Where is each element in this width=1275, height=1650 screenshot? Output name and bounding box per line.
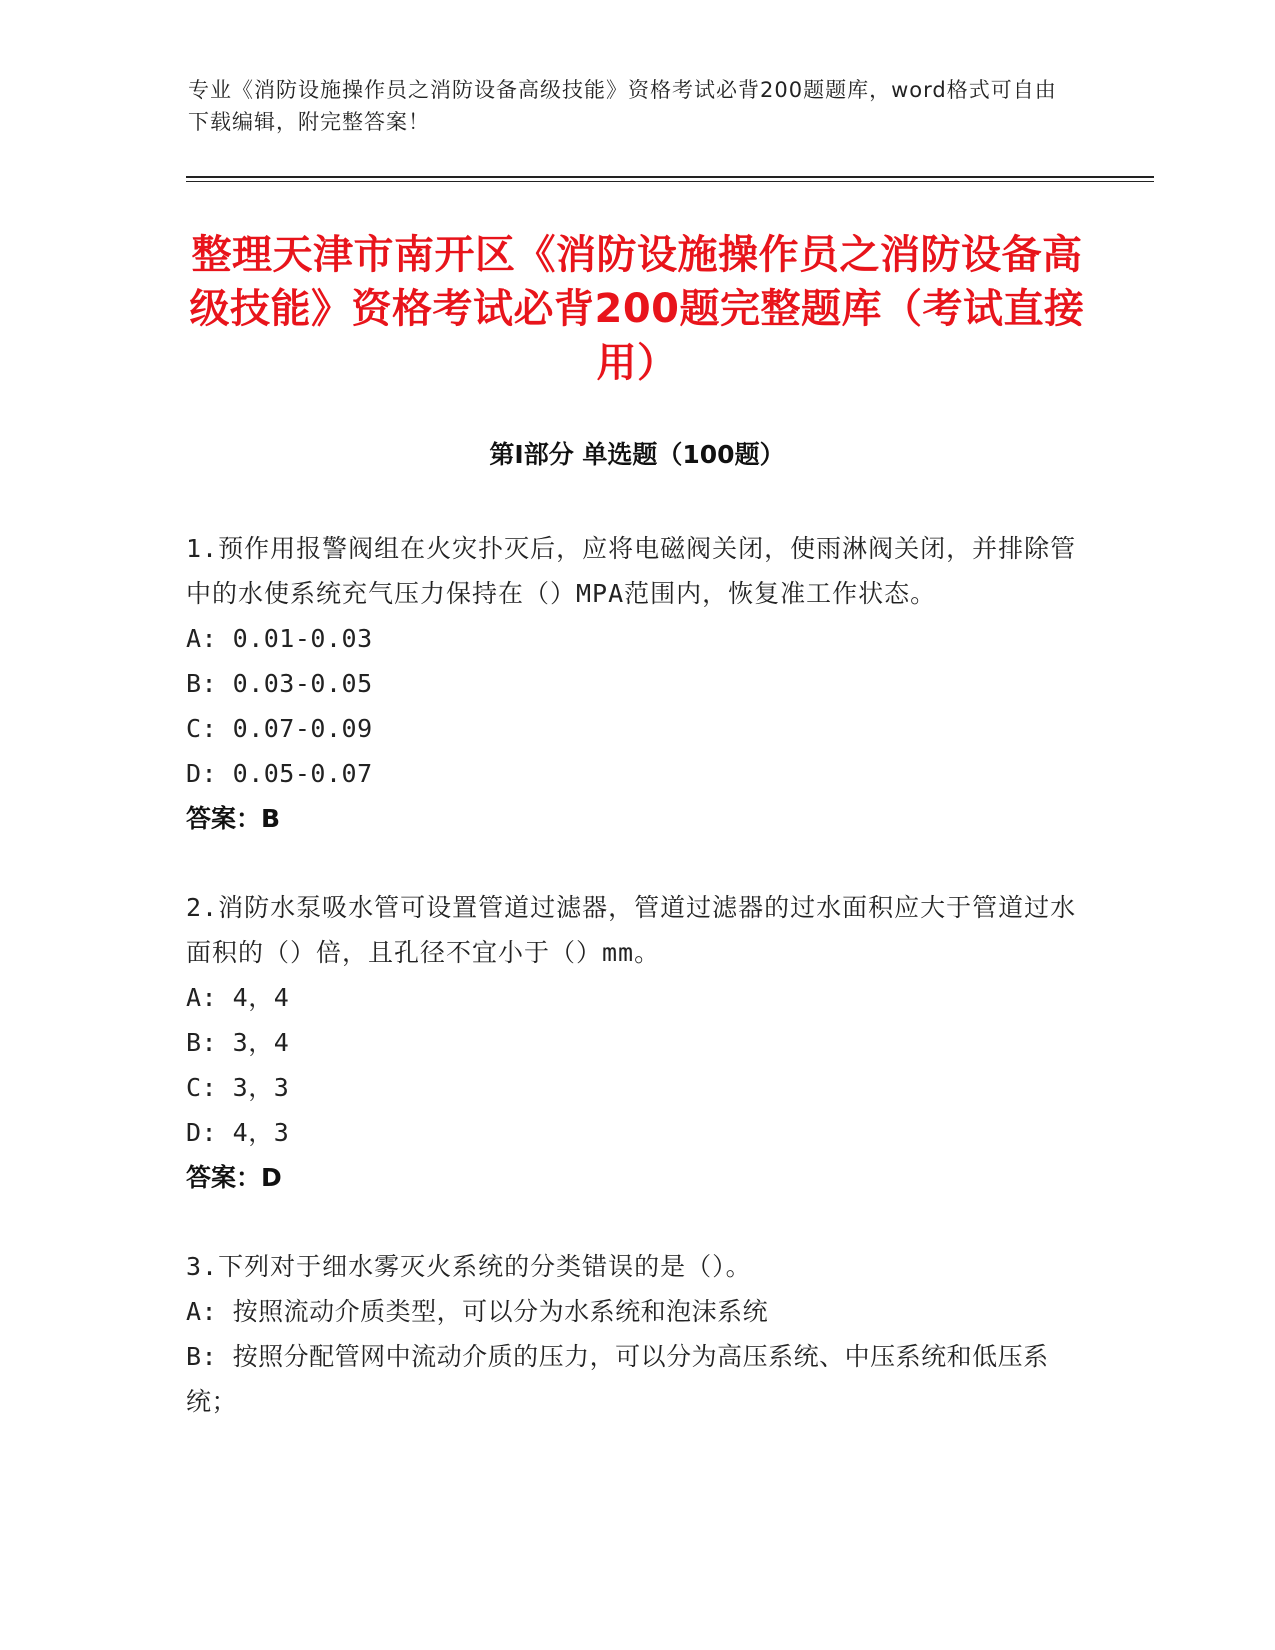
option-a: A: 0.01-0.03 (186, 624, 373, 653)
question-2 (186, 885, 1086, 1200)
answer: 答案：B (186, 804, 281, 833)
question-1 (186, 526, 1086, 841)
answer: 答案：D (186, 1163, 282, 1192)
document-title: 整理天津市南开区《消防设施操作员之消防设备高级技能》资格考试必背200题完整题库（考试直接用） (189, 232, 1085, 386)
section-title: 第I部分 单选题（100题） (489, 440, 785, 469)
option-a: A: 按照流动介质类型，可以分为水系统和泡沫系统 (186, 1297, 769, 1326)
option-b: B: 按照分配管网中流动介质的压力，可以分为高压系统、中压系统和低压系统； (186, 1342, 1049, 1416)
option-a: A: 4，4 (186, 983, 290, 1012)
option-b: B: 3，4 (186, 1028, 290, 1057)
header-divider-thin (186, 181, 1154, 182)
option-c: C: 3，3 (186, 1073, 290, 1102)
option-c: C: 0.07-0.09 (186, 714, 373, 743)
header-divider-thick (186, 176, 1154, 178)
option-d: D: 4，3 (186, 1118, 290, 1147)
option-d: D: 0.05-0.07 (186, 759, 373, 788)
question-3 (186, 1244, 1086, 1424)
option-b: B: 0.03-0.05 (186, 669, 373, 698)
header-note: 专业《消防设施操作员之消防设备高级技能》资格考试必背200题题库，word格式可自由下载编辑，附完整答案！ (188, 78, 1057, 134)
question-list (186, 526, 1086, 1468)
question-text: 1.预作用报警阀组在火灾扑灭后，应将电磁阀关闭，使雨淋阀关闭，并排除管中的水使系统充气压力保持在（）MPA范围内，恢复准工作状态。 (186, 534, 1077, 608)
question-text: 3.下列对于细水雾灭火系统的分类错误的是（）。 (186, 1252, 752, 1281)
question-text: 2.消防水泵吸水管可设置管道过滤器，管道过滤器的过水面积应大于管道过水面积的（）倍，且孔径不宜小于（）mm。 (186, 893, 1077, 967)
